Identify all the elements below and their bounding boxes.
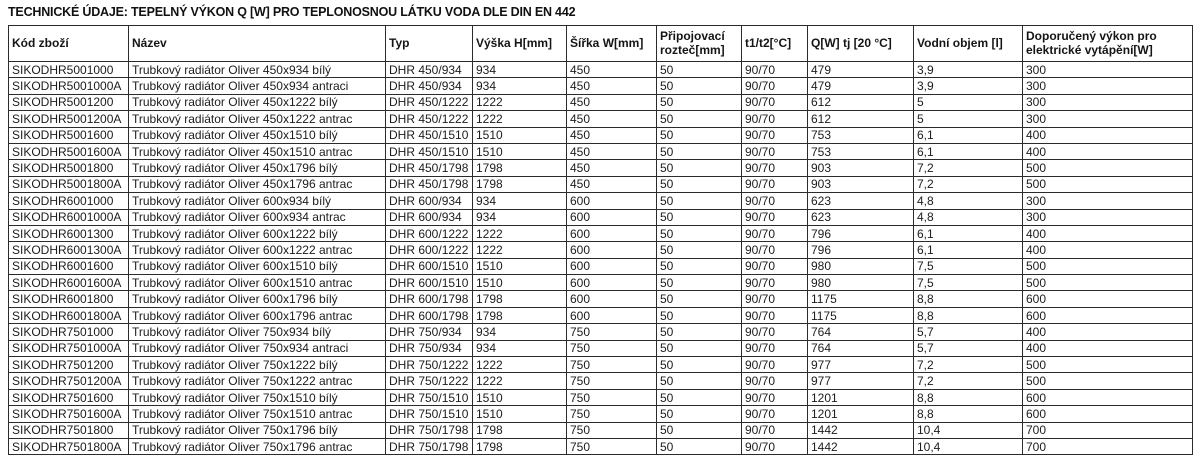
table-cell: 903 [808, 176, 914, 192]
table-cell: Trubkový radiátor Oliver 600x1796 antrac [129, 307, 386, 323]
table-cell: SIKODHR5001800 [9, 160, 129, 176]
table-cell: SIKODHR6001800A [9, 307, 129, 323]
table-row [9, 242, 1193, 258]
table-cell: 600 [567, 307, 657, 323]
table-cell: 700 [1023, 422, 1193, 438]
table-row [9, 94, 1193, 110]
table-cell: DHR 750/934 [386, 324, 473, 340]
table-cell: 50 [657, 78, 742, 94]
table-cell: DHR 750/1510 [386, 389, 473, 405]
table-cell: 1798 [473, 160, 567, 176]
table-cell: SIKODHR7501800A [9, 438, 129, 454]
table-cell: 1222 [473, 225, 567, 241]
table-cell: 1798 [473, 422, 567, 438]
table-cell: SIKODHR6001000A [9, 209, 129, 225]
table-cell: 1222 [473, 242, 567, 258]
table-cell: 450 [567, 62, 657, 78]
table-cell: 1175 [808, 307, 914, 323]
table-cell: DHR 600/1798 [386, 291, 473, 307]
table-cell: 8,8 [914, 406, 1023, 422]
table-cell: 300 [1023, 193, 1193, 209]
table-cell: Trubkový radiátor Oliver 450x1510 bílý [129, 127, 386, 143]
table-cell: 7,5 [914, 275, 1023, 291]
table-cell: 750 [567, 324, 657, 340]
table-cell: 1442 [808, 438, 914, 454]
table-cell: 90/70 [742, 406, 808, 422]
table-cell: SIKODHR7501600A [9, 406, 129, 422]
table-cell: 796 [808, 242, 914, 258]
table-cell: DHR 600/1798 [386, 307, 473, 323]
table-cell: 750 [567, 357, 657, 373]
table-row [9, 324, 1193, 340]
table-cell: 764 [808, 340, 914, 356]
table-cell: SIKODHR7501600 [9, 389, 129, 405]
table-cell: SIKODHR6001300A [9, 242, 129, 258]
table-cell: 600 [1023, 291, 1193, 307]
table-cell: 90/70 [742, 209, 808, 225]
table-cell: 500 [1023, 373, 1193, 389]
column-header-2: Název [129, 26, 386, 62]
table-cell: 450 [567, 94, 657, 110]
column-header-4: Výška H[mm] [473, 26, 567, 62]
table-cell: DHR 600/934 [386, 209, 473, 225]
table-cell: SIKODHR5001600 [9, 127, 129, 143]
table-cell: 700 [1023, 438, 1193, 454]
table-cell: DHR 450/1222 [386, 111, 473, 127]
table-cell: 450 [567, 127, 657, 143]
table-cell: 1510 [473, 258, 567, 274]
table-cell: 90/70 [742, 307, 808, 323]
table-cell: DHR 600/1510 [386, 258, 473, 274]
table-cell: 600 [567, 242, 657, 258]
table-row [9, 307, 1193, 323]
table-cell: Trubkový radiátor Oliver 600x1222 antrac [129, 242, 386, 258]
table-cell: 50 [657, 438, 742, 454]
table-cell: 1510 [473, 389, 567, 405]
table-cell: SIKODHR6001600A [9, 275, 129, 291]
table-cell: Trubkový radiátor Oliver 600x1510 bílý [129, 258, 386, 274]
table-row [9, 258, 1193, 274]
table-cell: 5,7 [914, 324, 1023, 340]
table-cell: 50 [657, 160, 742, 176]
table-cell: 90/70 [742, 111, 808, 127]
column-header-7: t1/t2[°C] [742, 26, 808, 62]
table-cell: 90/70 [742, 176, 808, 192]
table-cell: SIKODHR5001000A [9, 78, 129, 94]
table-cell: Trubkový radiátor Oliver 750x1222 antrac [129, 373, 386, 389]
table-cell: 3,9 [914, 62, 1023, 78]
column-header-10: Doporučený výkon pro elektrické vytápění[W] [1023, 26, 1193, 62]
table-cell: 623 [808, 209, 914, 225]
table-cell: DHR 750/1798 [386, 438, 473, 454]
table-cell: 479 [808, 62, 914, 78]
table-cell: 980 [808, 275, 914, 291]
table-cell: 90/70 [742, 275, 808, 291]
table-cell: 753 [808, 127, 914, 143]
table-cell: SIKODHR7501800 [9, 422, 129, 438]
table-cell: 5 [914, 111, 1023, 127]
table-cell: 90/70 [742, 78, 808, 94]
table-cell: Trubkový radiátor Oliver 750x1796 bílý [129, 422, 386, 438]
table-cell: Trubkový radiátor Oliver 450x1510 antrac [129, 143, 386, 159]
table-cell: 4,8 [914, 209, 1023, 225]
table-cell: SIKODHR5001600A [9, 143, 129, 159]
table-cell: 1798 [473, 307, 567, 323]
table-cell: 50 [657, 406, 742, 422]
table-cell: 500 [1023, 275, 1193, 291]
table-cell: 500 [1023, 357, 1193, 373]
table-cell: 50 [657, 340, 742, 356]
table-cell: 6,1 [914, 127, 1023, 143]
table-cell: 90/70 [742, 373, 808, 389]
table-cell: Trubkový radiátor Oliver 750x934 antraci [129, 340, 386, 356]
table-cell: 50 [657, 422, 742, 438]
table-cell: 90/70 [742, 94, 808, 110]
table-cell: Trubkový radiátor Oliver 450x1222 antrac [129, 111, 386, 127]
table-cell: 1201 [808, 406, 914, 422]
table-body [9, 62, 1193, 455]
table-cell: 90/70 [742, 160, 808, 176]
table-cell: 600 [1023, 307, 1193, 323]
table-cell: SIKODHR6001800 [9, 291, 129, 307]
table-row [9, 176, 1193, 192]
table-row [9, 422, 1193, 438]
table-cell: 50 [657, 389, 742, 405]
table-cell: 8,8 [914, 307, 1023, 323]
page-title: TECHNICKÉ ÚDAJE: TEPELNÝ VÝKON Q [W] PRO TEPLONOSNOU LÁTKU VODA DLE DIN EN 442 [8, 5, 576, 19]
table-cell: 1798 [473, 291, 567, 307]
table-cell: 50 [657, 111, 742, 127]
table-cell: 450 [567, 111, 657, 127]
table-cell: 450 [567, 176, 657, 192]
table-cell: 934 [473, 340, 567, 356]
table-cell: 90/70 [742, 340, 808, 356]
table-cell: 50 [657, 275, 742, 291]
table-cell: 934 [473, 78, 567, 94]
table-cell: 977 [808, 357, 914, 373]
table-cell: 400 [1023, 225, 1193, 241]
table-cell: 5 [914, 94, 1023, 110]
spec-table [8, 25, 1193, 455]
table-cell: 977 [808, 373, 914, 389]
table-cell: 1798 [473, 176, 567, 192]
table-cell: 50 [657, 225, 742, 241]
table-cell: 600 [1023, 406, 1193, 422]
table-cell: DHR 450/1798 [386, 160, 473, 176]
table-cell: DHR 750/1222 [386, 357, 473, 373]
table-cell: 300 [1023, 209, 1193, 225]
table-row [9, 357, 1193, 373]
table-cell: 50 [657, 291, 742, 307]
table-cell: 8,8 [914, 291, 1023, 307]
table-cell: 600 [567, 291, 657, 307]
table-cell: 934 [473, 62, 567, 78]
table-cell: 90/70 [742, 357, 808, 373]
table-row [9, 209, 1193, 225]
table-cell: 400 [1023, 324, 1193, 340]
table-row [9, 340, 1193, 356]
column-header-3: Typ [386, 26, 473, 62]
table-cell: 90/70 [742, 143, 808, 159]
table-cell: 50 [657, 62, 742, 78]
table-cell: 934 [473, 324, 567, 340]
table-cell: 600 [567, 225, 657, 241]
table-cell: 500 [1023, 176, 1193, 192]
table-cell: SIKODHR7501000A [9, 340, 129, 356]
table-cell: 450 [567, 78, 657, 94]
table-cell: 479 [808, 78, 914, 94]
table-cell: 1222 [473, 94, 567, 110]
table-cell: SIKODHR6001600 [9, 258, 129, 274]
table-cell: 934 [473, 193, 567, 209]
table-cell: 400 [1023, 340, 1193, 356]
table-cell: DHR 450/1222 [386, 94, 473, 110]
table-cell: SIKODHR6001000 [9, 193, 129, 209]
table-row [9, 193, 1193, 209]
table-cell: 796 [808, 225, 914, 241]
table-cell: 10,4 [914, 422, 1023, 438]
table-row [9, 389, 1193, 405]
table-cell: Trubkový radiátor Oliver 750x934 bílý [129, 324, 386, 340]
table-cell: 764 [808, 324, 914, 340]
table-header [9, 26, 1193, 62]
table-cell: 50 [657, 357, 742, 373]
table-cell: 50 [657, 307, 742, 323]
table-cell: SIKODHR5001000 [9, 62, 129, 78]
table-cell: Trubkový radiátor Oliver 450x1796 antrac [129, 176, 386, 192]
table-cell: 90/70 [742, 62, 808, 78]
table-cell: 903 [808, 160, 914, 176]
table-cell: 300 [1023, 62, 1193, 78]
table-cell: Trubkový radiátor Oliver 600x1222 bílý [129, 225, 386, 241]
column-header-5: Šířka W[mm] [567, 26, 657, 62]
table-cell: 7,5 [914, 258, 1023, 274]
table-cell: 90/70 [742, 242, 808, 258]
table-cell: 1201 [808, 389, 914, 405]
table-cell: DHR 750/1798 [386, 422, 473, 438]
table-cell: 1510 [473, 275, 567, 291]
table-cell: Trubkový radiátor Oliver 750x1222 bílý [129, 357, 386, 373]
table-cell: 600 [567, 209, 657, 225]
table-cell: Trubkový radiátor Oliver 600x1510 antrac [129, 275, 386, 291]
table-cell: 750 [567, 438, 657, 454]
table-row [9, 160, 1193, 176]
table-cell: 90/70 [742, 422, 808, 438]
table-cell: 600 [1023, 389, 1193, 405]
table-row [9, 78, 1193, 94]
table-cell: 50 [657, 127, 742, 143]
table-cell: DHR 750/1510 [386, 406, 473, 422]
table-cell: DHR 600/1222 [386, 242, 473, 258]
table-cell: 450 [567, 160, 657, 176]
table-cell: 90/70 [742, 291, 808, 307]
table-cell: 300 [1023, 78, 1193, 94]
column-header-9: Vodní objem [l] [914, 26, 1023, 62]
table-cell: 50 [657, 324, 742, 340]
table-cell: 612 [808, 111, 914, 127]
table-cell: 750 [567, 373, 657, 389]
table-cell: 600 [567, 193, 657, 209]
table-cell: 50 [657, 193, 742, 209]
table-cell: Trubkový radiátor Oliver 450x934 bílý [129, 62, 386, 78]
table-cell: 50 [657, 258, 742, 274]
table-cell: 90/70 [742, 324, 808, 340]
table-cell: 7,2 [914, 373, 1023, 389]
table-cell: 7,2 [914, 160, 1023, 176]
column-header-1: Kód zboží [9, 26, 129, 62]
table-cell: SIKODHR6001300 [9, 225, 129, 241]
table-cell: 1510 [473, 127, 567, 143]
table-cell: 750 [567, 406, 657, 422]
table-cell: SIKODHR7501200A [9, 373, 129, 389]
table-cell: 600 [567, 258, 657, 274]
table-cell: 50 [657, 143, 742, 159]
table-cell: 6,1 [914, 225, 1023, 241]
table-cell: Trubkový radiátor Oliver 450x934 antraci [129, 78, 386, 94]
table-row [9, 143, 1193, 159]
table-cell: Trubkový radiátor Oliver 750x1796 antrac [129, 438, 386, 454]
table-cell: Trubkový radiátor Oliver 600x1796 bílý [129, 291, 386, 307]
table-cell: DHR 450/934 [386, 62, 473, 78]
table-cell: 1222 [473, 373, 567, 389]
table-cell: 750 [567, 389, 657, 405]
table-cell: 980 [808, 258, 914, 274]
table-cell: 90/70 [742, 258, 808, 274]
table-cell: Trubkový radiátor Oliver 450x1796 bílý [129, 160, 386, 176]
table-cell: DHR 450/1510 [386, 143, 473, 159]
table-cell: 400 [1023, 127, 1193, 143]
table-cell: 1175 [808, 291, 914, 307]
table-cell: 750 [567, 422, 657, 438]
table-cell: 3,9 [914, 78, 1023, 94]
table-cell: 7,2 [914, 176, 1023, 192]
table-cell: 450 [567, 143, 657, 159]
table-cell: 600 [567, 275, 657, 291]
table-cell: 90/70 [742, 389, 808, 405]
table-cell: SIKODHR5001800A [9, 176, 129, 192]
table-cell: 90/70 [742, 225, 808, 241]
table-cell: SIKODHR5001200 [9, 94, 129, 110]
table-cell: Trubkový radiátor Oliver 750x1510 bílý [129, 389, 386, 405]
table-cell: DHR 600/1510 [386, 275, 473, 291]
table-cell: Trubkový radiátor Oliver 450x1222 bílý [129, 94, 386, 110]
table-row [9, 406, 1193, 422]
table-row [9, 127, 1193, 143]
table-cell: 50 [657, 209, 742, 225]
table-cell: 50 [657, 176, 742, 192]
table-cell: 623 [808, 193, 914, 209]
table-cell: 4,8 [914, 193, 1023, 209]
table-cell: 400 [1023, 143, 1193, 159]
column-header-6: Připojovací rozteč[mm] [657, 26, 742, 62]
table-cell: 1798 [473, 438, 567, 454]
table-cell: 934 [473, 209, 567, 225]
table-cell: SIKODHR5001200A [9, 111, 129, 127]
table-cell: DHR 600/1222 [386, 225, 473, 241]
table-cell: 7,2 [914, 357, 1023, 373]
table-cell: 10,4 [914, 438, 1023, 454]
table-cell: 1510 [473, 406, 567, 422]
table-row [9, 111, 1193, 127]
table-cell: 500 [1023, 160, 1193, 176]
table-cell: 50 [657, 94, 742, 110]
table-cell: 1442 [808, 422, 914, 438]
table-cell: Trubkový radiátor Oliver 600x934 antrac [129, 209, 386, 225]
table-row [9, 275, 1193, 291]
table-cell: 1510 [473, 143, 567, 159]
header-row [9, 26, 1193, 62]
table-cell: 753 [808, 143, 914, 159]
table-cell: 6,1 [914, 242, 1023, 258]
table-cell: DHR 600/934 [386, 193, 473, 209]
table-cell: 400 [1023, 242, 1193, 258]
table-cell: 612 [808, 94, 914, 110]
table-row [9, 225, 1193, 241]
table-cell: SIKODHR7501000 [9, 324, 129, 340]
table-cell: 8,8 [914, 389, 1023, 405]
table-cell: 6,1 [914, 143, 1023, 159]
table-cell: 90/70 [742, 193, 808, 209]
table-cell: DHR 450/1798 [386, 176, 473, 192]
table-cell: 300 [1023, 94, 1193, 110]
table-row [9, 438, 1193, 454]
table-cell: 50 [657, 373, 742, 389]
table-row [9, 373, 1193, 389]
column-header-8: Q[W] tj [20 °C] [808, 26, 914, 62]
table-cell: Trubkový radiátor Oliver 750x1510 antrac [129, 406, 386, 422]
table-cell: 1222 [473, 111, 567, 127]
table-cell: DHR 450/1510 [386, 127, 473, 143]
table-cell: SIKODHR7501200 [9, 357, 129, 373]
table-cell: 750 [567, 340, 657, 356]
table-cell: 5,7 [914, 340, 1023, 356]
table-cell: 50 [657, 242, 742, 258]
table-cell: Trubkový radiátor Oliver 600x934 bílý [129, 193, 386, 209]
table-cell: 1222 [473, 357, 567, 373]
table-cell: 500 [1023, 258, 1193, 274]
table-cell: 90/70 [742, 127, 808, 143]
table-cell: 300 [1023, 111, 1193, 127]
table-cell: DHR 750/1222 [386, 373, 473, 389]
table-cell: DHR 450/934 [386, 78, 473, 94]
table-row [9, 62, 1193, 78]
table-cell: 90/70 [742, 438, 808, 454]
table-cell: DHR 750/934 [386, 340, 473, 356]
table-row [9, 291, 1193, 307]
